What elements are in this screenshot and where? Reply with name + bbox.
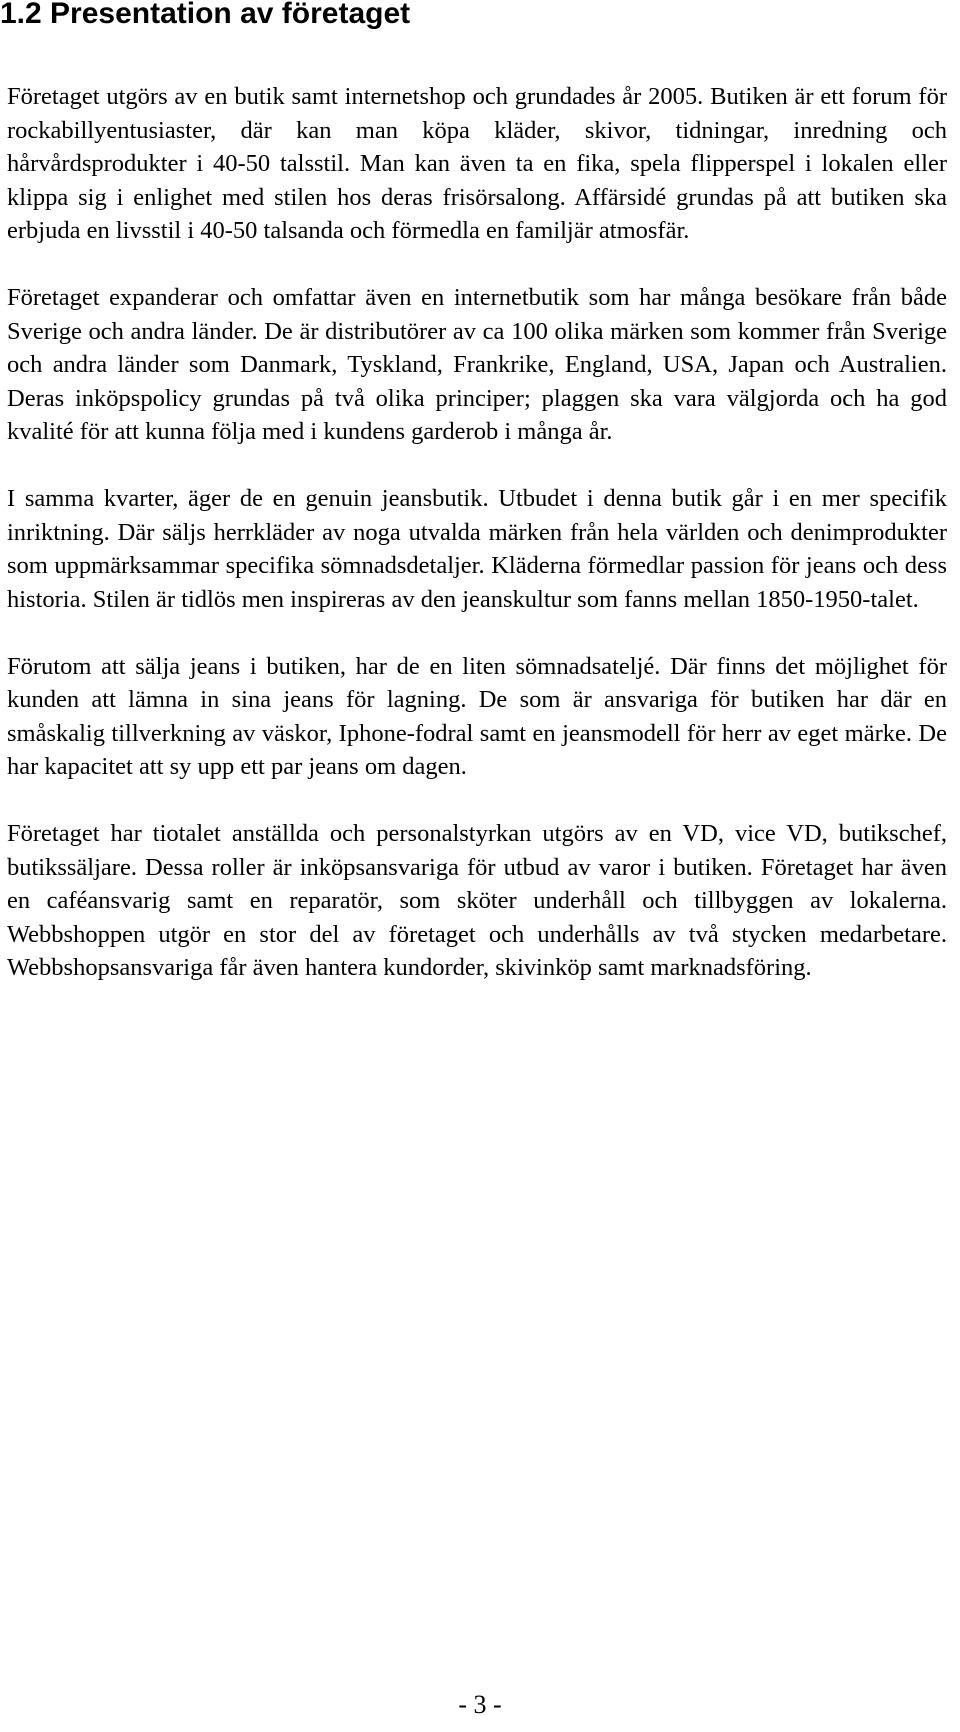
paragraph-2: Företaget expanderar och omfattar även en internetbutik som har många besökare från både Sverige och andra länder. De är distributörer av ca 100 olika märken som kommer från Sverige och andra länder som Danmark, Tyskland, Frankrike, England, USA, Japan och Australien. Deras inköpspolicy grundas på två olika principer; plaggen ska vara välgjorda och ha god kvalité för att kunna följa med i kundens garderob i många år. <box>7 284 947 445</box>
body-text <box>7 80 947 985</box>
page-number: - 3 - <box>458 1690 502 1719</box>
paragraph-1: Företaget utgörs av en butik samt internetshop och grundades år 2005. Butiken är ett forum för rockabillyentusiaster, där kan man köpa kläder, skivor, tidningar, inredning och hårvårdsprodukter i 40-50 talsstil. Man kan även ta en fika, spela flipperspel i lokalen eller klippa sig i enlighet med stilen hos deras frisörsalong. Affärsidé grundas på att butiken ska erbjuda en livsstil i 40-50 talsanda och förmedla en familjär atmosfär. <box>7 83 947 244</box>
paragraph-3: I samma kvarter, äger de en genuin jeansbutik. Utbudet i denna butik går i en mer specifik inriktning. Där säljs herrkläder av noga utvalda märken från hela världen och denimprodukter som uppmärksammar specifika sömnadsdetaljer. Kläderna förmedlar passion för jeans och dess historia. Stilen är tidlös men inspireras av den jeanskultur som fanns mellan 1850-1950-talet. <box>7 485 947 613</box>
paragraph-5: Företaget har tiotalet anställda och personalstyrkan utgörs av en VD, vice VD, butikschef, butikssäljare. Dessa roller är inköpsansvariga för utbud av varor i butiken. Företaget har även en caféansvarig samt en reparatör, som sköter underhåll och tillbyggen av lokalerna. Webbshoppen utgör en stor del av företaget och underhålls av två stycken medarbetare. Webbshopsansvariga får även hantera kundorder, skivinköp samt marknadsföring. <box>7 820 947 981</box>
section-heading: 1.2 Presentation av företaget <box>0 0 411 30</box>
paragraph-4: Förutom att sälja jeans i butiken, har de en liten sömnadsateljé. Där finns det möjlighet för kunden att lämna in sina jeans för lagning. De som är ansvariga för butiken har där en småskalig tillverkning av väskor, Iphone-fodral samt en jeansmodell för herr av eget märke. De har kapacitet att sy upp ett par jeans om dagen. <box>7 652 947 780</box>
